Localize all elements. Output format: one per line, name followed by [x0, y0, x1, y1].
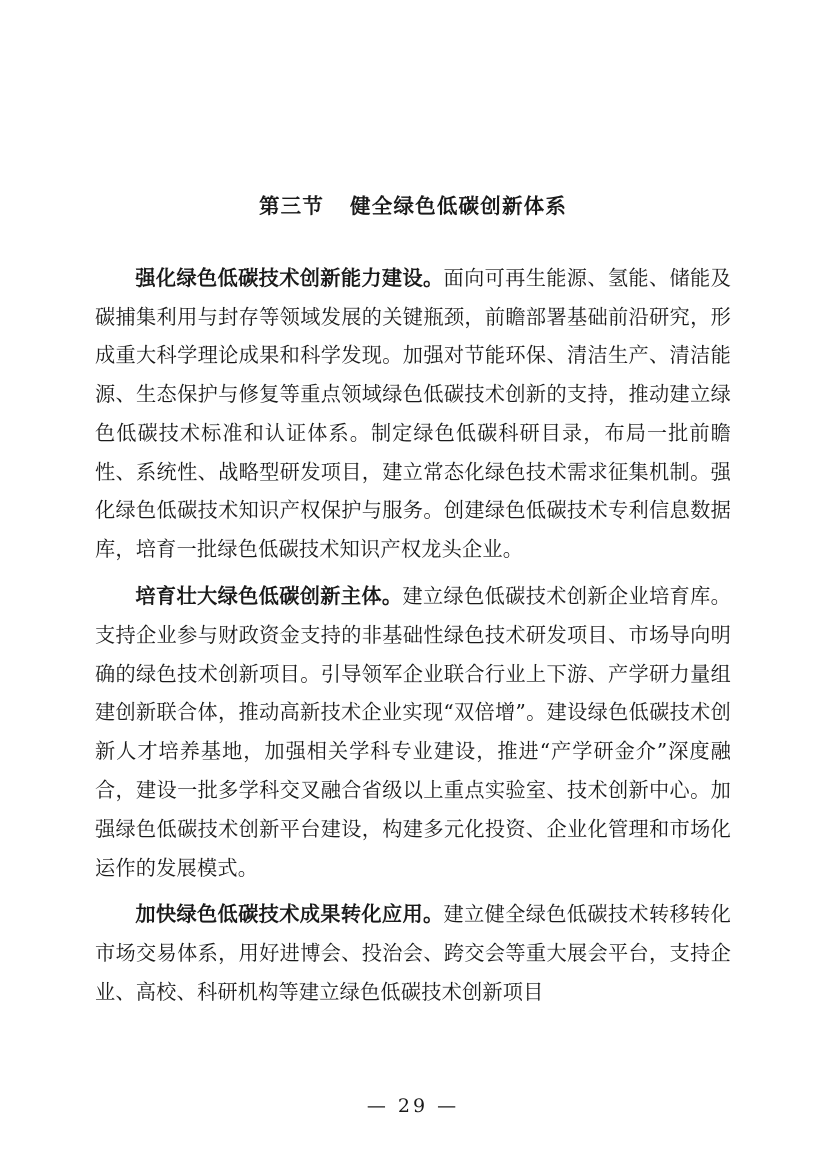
- body-content: [95, 259, 731, 1012]
- section-heading-title: 健全绿色低碳创新体系: [350, 194, 568, 218]
- paragraph-1-lead: 强化绿色低碳技术创新能力建设。: [135, 265, 444, 290]
- paragraph-3-lead: 加快绿色低碳技术成果转化应用。: [135, 902, 444, 927]
- paragraph-2: [95, 577, 731, 887]
- section-heading-prefix: 第三节: [258, 194, 325, 218]
- page-number: — 29 —: [366, 1095, 460, 1117]
- paragraph-3-text: 建立健全绿色低碳技术转移转化市场交易体系，用好进博会、投治会、跨交会等重大展会平台，支持企业、高校、科研机构等建立绿色低碳技术创新项目: [95, 902, 731, 1004]
- page-title: [95, 190, 731, 223]
- paragraph-2-text: 建立绿色低碳技术创新企业培育库。支持企业参与财政资金支持的非基础性绿色技术研发项目、市场导向明确的绿色技术创新项目。引导领军企业联合行业上下游、产学研力量组建创新联合体，推动高新技术企业实现“双倍增”。建设绿色低碳技术创新人才培养基地，加强相关学科专业建设，推进“产学研金介”深度融合，建设一批多学科交叉融合省级以上重点实验室、技术创新中心。加强绿色低碳技术创新平台建设，构建多元化投资、企业化管理和市场化运作的发展模式。: [95, 584, 732, 880]
- paragraph-3: [95, 895, 731, 1011]
- paragraph-1-text: 面向可再生能源、氢能、储能及碳捕集利用与封存等领域发展的关键瓶颈，前瞻部署基础前沿研究，形成重大科学理论成果和科学发现。加强对节能环保、清洁生产、清洁能源、生态保护与修复等重点领域绿色低碳技术创新的支持，推动建立绿色低碳技术标准和认证体系。制定绿色低碳科研目录，布局一批前瞻性、系统性、战略型研发项目，建立常态化绿色技术需求征集机制。强化绿色低碳技术知识产权保护与服务。创建绿色低碳技术专利信息数据库，培育一批绿色低碳技术知识产权龙头企业。: [95, 265, 731, 562]
- paragraph-1: [95, 259, 731, 569]
- paragraph-2-lead: 培育壮大绿色低碳创新主体。: [135, 584, 403, 609]
